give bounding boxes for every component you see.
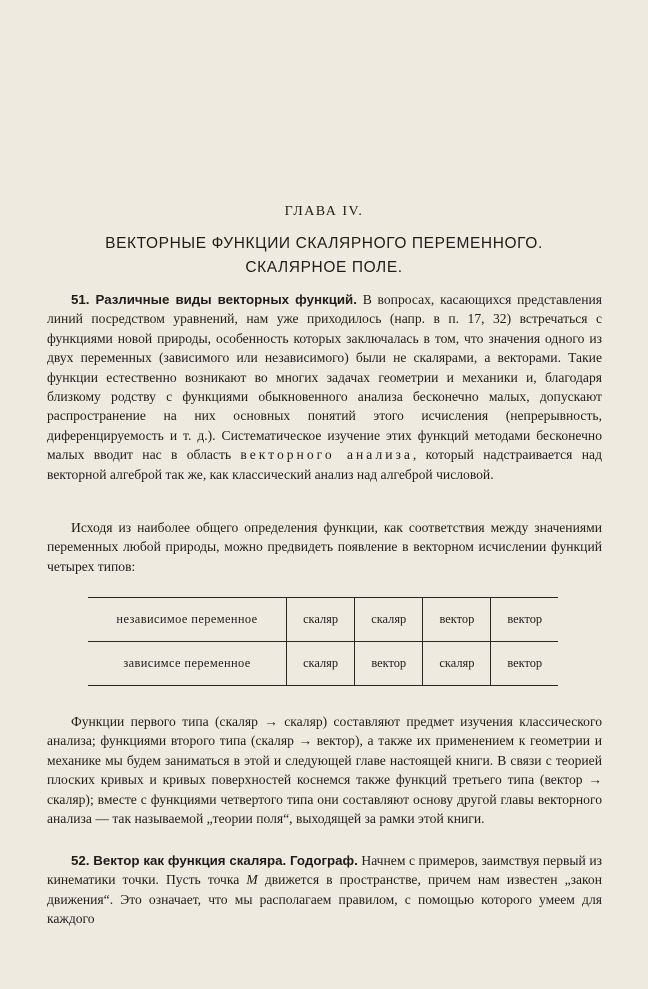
table-cell: зависимсе переменное: [88, 642, 287, 686]
table-row: [88, 598, 558, 642]
chapter-title-line-1: ВЕКТОРНЫЕ ФУНКЦИИ СКАЛЯРНОГО ПЕРЕМЕННОГО.: [105, 235, 543, 252]
point-variable: M: [246, 872, 258, 888]
chapter-title-line-2: СКАЛЯРНОЕ ПОЛЕ.: [245, 259, 403, 276]
section-51-paragraph-1: [47, 290, 602, 484]
chapter-title: [60, 232, 588, 280]
section-51-heading: 51. Различные виды векторных функций.: [71, 292, 357, 307]
section-52-heading: 52. Вектор как функция скаляра. Годограф.: [71, 853, 358, 868]
section-52-text-a: Начнем с примеров, заимствуя первый из кинематики точки. Пусть точка: [47, 853, 602, 888]
table-cell: вектор: [491, 598, 558, 642]
section-52-text-b: движется в пространстве, причем нам известен „закон движения“. Это означает, что мы располагаем правилом, с помощью которого умеем для каждого: [47, 872, 602, 927]
table-cell: скаляр: [287, 642, 355, 686]
function-types-table: [88, 597, 558, 686]
table-row: [88, 642, 558, 686]
table-cell: вектор: [491, 642, 558, 686]
section-51-paragraph-2: [47, 518, 602, 576]
para3-text: Функции первого типа (скаляр → скаляр) составляют предмет изучения классического анализа; функциями второго типа (скаляр → вектор), а также их применением к геометрии и механике мы будем заниматься в этой и следующей главе настоящей книги. В связи с теорией плоских кривых и кривых поверхностей коснемся также функций третьего типа (вектор → скаляр); вместе с функциями четвертого типа они составляют основу другой главы векторного анализа — так называемой „теории поля“, выходящей за рамки этой книги.: [47, 714, 602, 827]
section-51-para2-text: Исходя из наиболее общего определения функции, как соответствия между значениями переменных любой природы, можно предвидеть появление в векторном исчислении функций четырех типов:: [47, 520, 602, 574]
table-cell: независимое переменное: [88, 598, 287, 642]
section-51-text-b: , который надстраивается над векторной алгеброй так же, как классический анализ над алгеброй числовой.: [47, 447, 602, 482]
table-cell: скаляр: [355, 598, 423, 642]
section-52-paragraph: [47, 851, 602, 929]
table-cell: скаляр: [287, 598, 355, 642]
section-51-emphasis: векторного анализа: [240, 447, 413, 463]
paragraph-function-types: [47, 712, 602, 828]
chapter-number: ГЛАВА IV.: [284, 204, 364, 219]
table-cell: вектор: [355, 642, 423, 686]
table-cell: скаляр: [423, 642, 491, 686]
section-51-text-a: В вопросах, касающихся представления линий посредством уравнений, нам уже приходилось (напр. в п. 17, 32) встречаться с функциями новой природы, особенность которых заключалась в том, что значения одного из двух переменных (зависимого или независимого) были не скалярами, а векторами. Такие функции естественно возникают во многих задачах геометрии и механики и, благодаря близкому родству с функциями обыкновенного анализа бесконечно малых, допускают распространение на них основных понятий этого исчисления (непрерывность, диференцируемость и т. д.). Систематическое изучение этих функций методами бесконечно малых вводит нас в область: [47, 292, 602, 463]
table-cell: вектор: [423, 598, 491, 642]
